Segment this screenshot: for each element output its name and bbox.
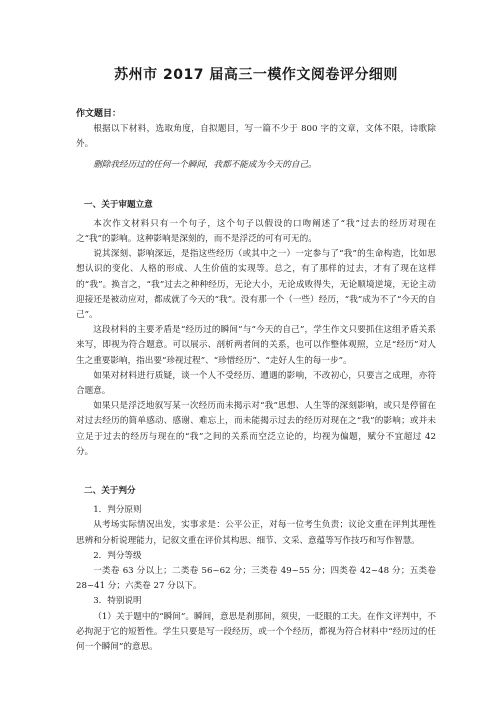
section-1-paragraph-3: 这段材料的主要矛盾是“经历过的瞬间”与“今天的自己”，学生作文只要抓住这组矛盾关系来写，即视为符合题意。可以展示、剖析两者间的关系，也可以作整体观照，立足“经历”对人生之重要影响，指出要“珍视过程”、“珍惜经历”、“走好人生的每一步”。 bbox=[76, 325, 436, 366]
section-1-heading: 一、关于审题立意 bbox=[84, 199, 153, 210]
prompt-label: 作文题目： bbox=[76, 109, 122, 119]
section-2-heading: 二、关于判分 bbox=[84, 486, 136, 497]
section-2-subheading-3: 3．特别说明 bbox=[93, 596, 142, 607]
section-2-subheading-2: 2．判分等级 bbox=[93, 550, 142, 561]
section-2-subheading-1: 1．判分原则 bbox=[93, 505, 142, 516]
prompt-text: 根据以下材料，选取角度，自拟题目，写一篇不少于 800 字的文章，文体不限，诗歌除外。 bbox=[76, 124, 436, 150]
section-1-paragraph-2: 说其深刻、影响深远，是指这些经历（或其中之一）一定参与了“我”的生命构造，比如思想认识的变化、人格的形成、人生价值的实现等。总之，有了那样的过去，才有了现在这样的“我”。换言之，“我”过去之种种经历，无论大小，无论成败得失，无论顺境逆境，无论主动迎接还是被动应对，都成就了今天的“我”。没有那一个（一些）经历，“我”成为不了“今天的自己”。 bbox=[76, 249, 436, 321]
section-2-paragraph-2: 一类卷 63 分以上；二类卷 56~62 分；三类卷 49~55 分；四类卷 42~48 分；五类卷 28~41 分；六类卷 27 分以下。 bbox=[76, 566, 436, 592]
section-1-paragraph-1: 本次作文材料只有一个句子，这个句子以假设的口吻阐述了“我”过去的经历对现在之“我”的影响。这种影响是深刻的，而不是浮泛的可有可无的。 bbox=[76, 218, 436, 245]
section-1-paragraph-5: 如果只是浮泛地叙写某一次经历而未揭示对“我”思想、人生等的深刻影响，或只是停留在对过去经历的简单感动、感谢、难忘上，而未能揭示过去的经历对现在之“我”的影响；或并未立足于过去的经历与现在的“我”之间的关系而空泛立论的，均视为偏题，赋分不宜超过 42 分。 bbox=[76, 401, 436, 457]
prompt-quote: 删除我经历过的任何一个瞬间，我都不能成为今天的自己。 bbox=[93, 160, 317, 171]
section-2-paragraph-1: 从考场实际情况出发，实事求是：公平公正，对每一位考生负责；议论文重在评判其理性思辨和分析说理能力，记叙文重在评价其构思、细节、文采、意蕴等写作技巧和写作智慧。 bbox=[76, 520, 436, 546]
section-1-paragraph-4: 如果对材料进行质疑，谈一个人不受经历、遭遇的影响，不改初心，只要言之成理，亦符合题意。 bbox=[76, 370, 436, 397]
document-title: 苏州市 2017 届高三一模作文阅卷评分细则 bbox=[114, 67, 398, 83]
section-2-paragraph-3: （1）关于题中的“瞬间”。瞬间，意思是刹那间，须臾，一眨眼的工夫。在作文评判中，不必拘泥于它的短暂性。学生只要是写一段经历，或一个个经历，都视为符合材料中“经历过的任何一个瞬间”的意思。 bbox=[76, 611, 436, 653]
